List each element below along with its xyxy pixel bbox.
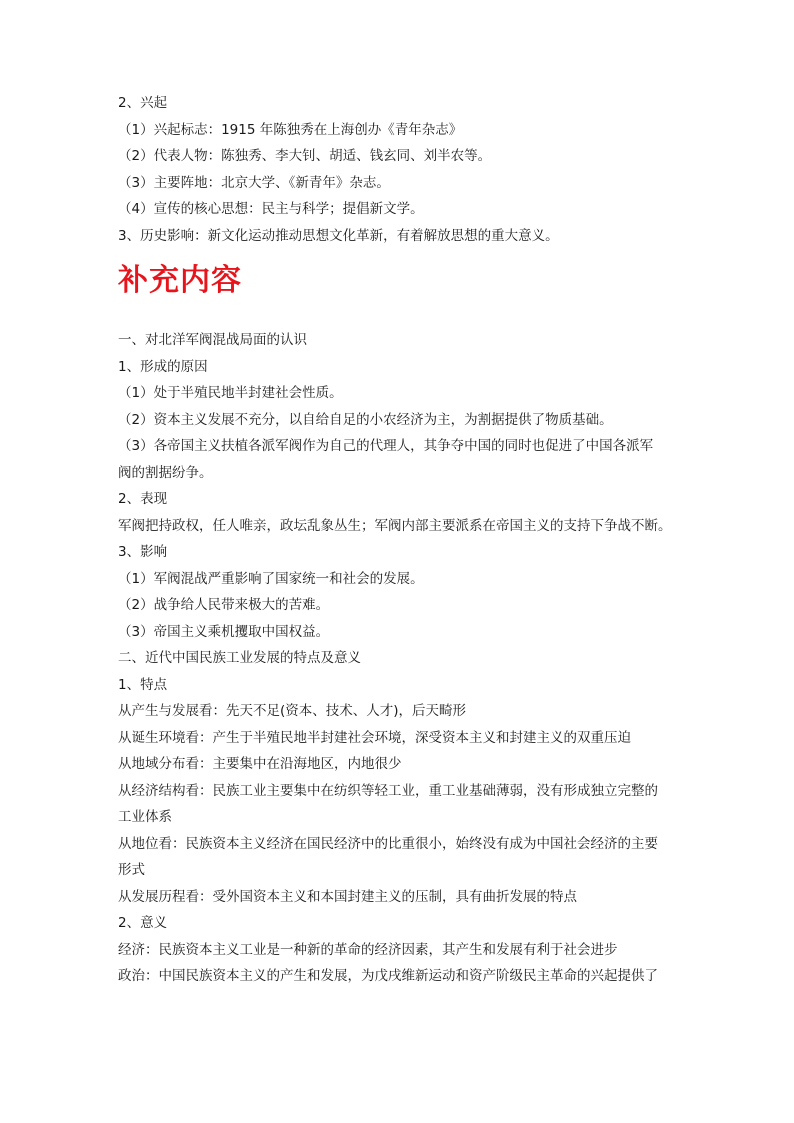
text-line: 从经济结构看：民族工业主要集中在纺织等轻工业，重工业基础薄弱，没有形成独立完整的	[118, 782, 658, 799]
section-heading: 补充内容	[118, 263, 242, 298]
text-line: （4）宣传的核心思想：民主与科学；提倡新文学。	[118, 201, 424, 217]
text-line: （3）帝国主义乘机攫取中国权益。	[118, 623, 330, 640]
text-line: （3）主要阵地：北京大学、《新青年》杂志。	[118, 174, 390, 191]
text-line: 工业体系	[118, 809, 172, 825]
text-line: 从地域分布看：主要集中在沿海地区，内地很少	[118, 756, 402, 772]
text-line: （2）战争给人民带来极大的苦难。	[118, 597, 330, 613]
text-line: 1、形成的原因	[118, 358, 208, 375]
text-line: 从地位看：民族资本主义经济在国民经济中的比重很小，始终没有成为中国社会经济的主要	[118, 835, 658, 852]
document-page	[118, 90, 680, 990]
text-line: 3、影响	[118, 544, 168, 560]
text-line: 一、对北洋军阀混战局面的认识	[118, 332, 307, 348]
text-line: 从发展历程看：受外国资本主义和本国封建主义的压制，具有曲折发展的特点	[118, 888, 577, 905]
text-line: （1）兴起标志：1915 年陈独秀在上海创办《青年杂志》	[118, 121, 463, 138]
text-line: 2、表现	[118, 491, 168, 507]
text-line: （3）各帝国主义扶植各派军阀作为自己的代理人，其争夺中国的同时也促进了中国各派军	[118, 438, 654, 454]
text-line: 形式	[118, 862, 145, 878]
text-line: 军阀把持政权，任人唯亲，政坛乱象丛生；军阀内部主要派系在帝国主义的支持下争战不断。	[118, 517, 672, 534]
text-line: 政治：中国民族资本主义的产生和发展，为戊戌维新运动和资产阶级民主革命的兴起提供了	[118, 968, 658, 984]
text-line: 经济：民族资本主义工业是一种新的革命的经济因素，其产生和发展有利于社会进步	[118, 941, 618, 958]
text-line: 从产生与发展看：先天不足(资本、技术、人才)，后天畸形	[118, 703, 467, 719]
text-line: 2、兴起	[118, 95, 168, 111]
text-line: （1）处于半殖民地半封建社会性质。	[118, 385, 343, 401]
text-line: 3、历史影响：新文化运动推动思想文化革新，有着解放思想的重大意义。	[118, 227, 559, 244]
text-line: （2）资本主义发展不充分，以自给自足的小农经济为主，为割据提供了物质基础。	[118, 411, 613, 428]
text-line: （1）军阀混战严重影响了国家统一和社会的发展。	[118, 570, 424, 587]
text-line: 1、特点	[118, 676, 168, 693]
text-line: 二、近代中国民族工业发展的特点及意义	[118, 650, 361, 666]
text-line: 2、意义	[118, 915, 168, 931]
text-line: （2）代表人物：陈独秀、李大钊、胡适、钱玄同、刘半农等。	[118, 148, 492, 164]
text-line: 阀的割据纷争。	[118, 464, 213, 481]
text-line: 从诞生环境看：产生于半殖民地半封建社会环境，深受资本主义和封建主义的双重压迫	[118, 729, 631, 746]
